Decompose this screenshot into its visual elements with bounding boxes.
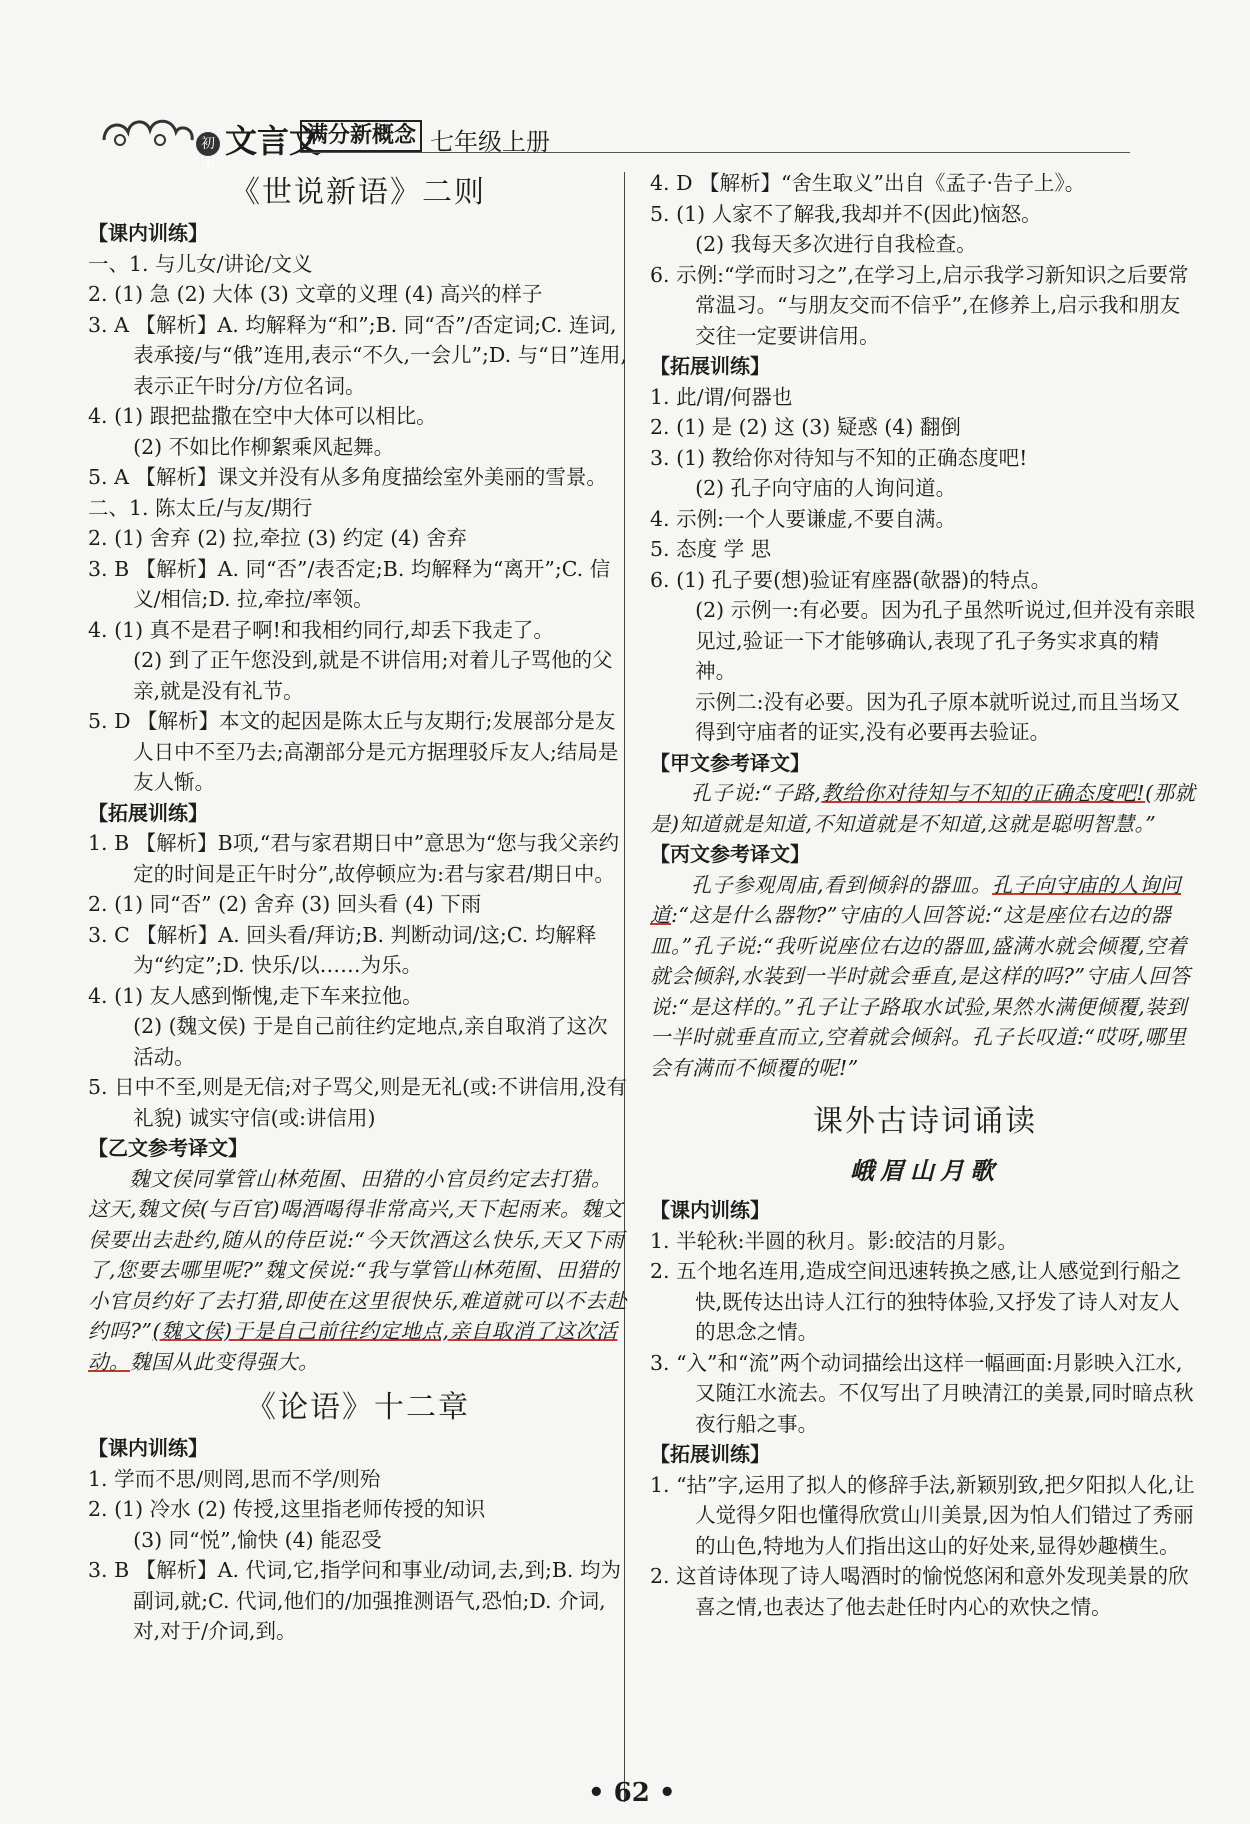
- header-grade: 七年级上册: [430, 128, 550, 156]
- translation-paragraph: [650, 870, 1200, 1084]
- translation-underlined: 孔子向守庙的人询问道: [650, 872, 1182, 927]
- answer-line: (2) (魏文侯) 于是自己前往约定地点,亲自取消了这次活动。: [133, 1014, 608, 1069]
- answer-line: 3. (1) 教给你对待知与不知的正确态度吧!: [650, 445, 1028, 470]
- page-header: [100, 108, 1150, 176]
- answer-line: (2) 不如比作柳絮乘风起舞。: [133, 434, 395, 459]
- section-heading: 【乙文参考译文】: [88, 1136, 248, 1160]
- section-heading: 【拓展训练】: [650, 1442, 770, 1466]
- answer-line: 5. 日中不至,则是无信;对子骂父,则是无礼(或:不讲信用,没有礼貌) 诚实守信(或:讲信用): [88, 1075, 627, 1130]
- answer-line: (2) 我每天多次进行自我检查。: [695, 232, 977, 256]
- translation-underlined: (魏文侯)于是自己前往约定地点,亲自取消了这次活动。: [88, 1319, 618, 1374]
- answer-line: 2. 这首诗体现了诗人喝酒时的愉悦悠闲和意外发现美景的欣喜之情,也表达了他去赴任时内心的欢快之情。: [650, 1564, 1189, 1619]
- answer-line: 4. (1) 友人感到惭愧,走下车来拉他。: [88, 983, 423, 1008]
- section-title: 课外古诗词诵读: [813, 1104, 1037, 1139]
- answer-line: (2) 到了正午您没到,就是不讲信用;对着儿子骂他的父亲,就是没有礼节。: [133, 648, 613, 703]
- answer-line: 6. (1) 孔子要(想)验证宥座器(欹器)的特点。: [650, 567, 1052, 592]
- section-heading: 【课内训练】: [88, 221, 208, 245]
- section-heading: 【甲文参考译文】: [650, 750, 810, 775]
- answer-line: 1. 此/谓/何器也: [650, 384, 793, 409]
- translation-text: :“这是什么器物?”守庙的人回答说:“这是座位右边的器皿。”孔子说:“我听说座位右边的器皿,盛满水就会倾覆,空着就会倾斜,水装到一半时就会垂直,是这样的吗?”守庙人回答说:“是这样的。”孔子让子路取水试验,果然水满便倾覆,装到一半时就垂直而立,空着就会倾斜。孔子长叹道:“哎呀,哪里会有满而不倾覆的呢!”: [650, 903, 1191, 1080]
- answer-line: 3. B 【解析】A. 同“否”/表否定;B. 均解释为“离开”;C. 信义/相信;D. 拉,牵拉/率领。: [88, 556, 611, 611]
- section-heading: 【课内训练】: [650, 1198, 770, 1222]
- section-title: 《世说新语》二则: [230, 175, 486, 210]
- answer-line: 4. (1) 跟把盐撒在空中大体可以相比。: [88, 404, 437, 428]
- answer-line: 3. “入”和“流”两个动词描绘出这样一幅画面:月影映入江水,又随江水流去。不仅写出了月映清江的美景,同时暗点秋夜行船之事。: [650, 1350, 1194, 1436]
- answer-line: 4. 示例:一个人要谦虚,不要自满。: [650, 506, 956, 531]
- answer-line: 1. 半轮秋:半圆的秋月。影:皎洁的月影。: [650, 1228, 1018, 1253]
- answer-line: 5. (1) 人家不了解我,我却并不(因此)恼怒。: [650, 201, 1042, 226]
- answer-line: 2. (1) 急 (2) 大体 (3) 文章的义理 (4) 高兴的样子: [88, 282, 543, 306]
- translation-text: 孔子参观周庙,看到倾斜的器皿。: [691, 872, 993, 897]
- section-title: 《论语》十二章: [246, 1390, 470, 1425]
- answer-line: 2. (1) 同“否” (2) 舍弃 (3) 回头看 (4) 下雨: [88, 892, 482, 916]
- translation-paragraph: [88, 1164, 628, 1378]
- answer-line: 2. (1) 冷水 (2) 传授,这里指老师传授的知识: [88, 1497, 486, 1521]
- answer-line: (3) 同“悦”,愉快 (4) 能忍受: [133, 1527, 382, 1552]
- answer-line: 3. B 【解析】A. 代词,它,指学问和事业/动词,去,到;B. 均为副词,就;C. 代词,他们的/加强推测语气,恐怕;D. 介词,对,对于/介词,到。: [88, 1558, 621, 1643]
- answer-line: 2. (1) 是 (2) 这 (3) 疑惑 (4) 翻倒: [650, 415, 961, 439]
- answer-line: 3. A 【解析】A. 均解释为“和”;B. 同“否”/否定词;C. 连词,表承接/与“俄”连用,表示“不久,一会儿”;D. 与“日”连用,表示正午时分/方位名词。: [88, 312, 628, 398]
- answer-line: 二、1. 陈太丘/与友/期行: [88, 495, 313, 520]
- answer-line: 一、1. 与儿女/讲论/文义: [88, 251, 313, 276]
- page-number: • 62 •: [588, 1778, 676, 1808]
- answer-line: (2) 示例一:有必要。因为孔子虽然听说过,但并没有亲眼见过,验证一下才能够确认,表现了孔子务实求真的精神。: [695, 598, 1196, 683]
- answer-line: 2. (1) 舍弃 (2) 拉,牵拉 (3) 约定 (4) 舍弃: [88, 526, 467, 550]
- section-heading: 【拓展训练】: [650, 354, 770, 378]
- translation-text: 魏文侯同掌管山林苑囿、田猎的小官员约定去打猎。这天,魏文侯(与百官)喝酒喝得非常高兴,天下起雨来。魏文侯要出去赴约,随从的侍臣说:“今天饮酒这么快乐,天又下雨了,您要去哪里呢?”魏文侯说:“我与掌管山林苑囿、田猎的小官员约好了去打猎,即使在这里很快乐,难道就可以不去赴约吗?”: [88, 1166, 628, 1343]
- header-series: 满分新概念: [300, 120, 422, 152]
- section-heading: 【拓展训练】: [88, 800, 208, 825]
- answer-line: 4. D 【解析】“舍生取义”出自《孟子·告子上》。: [650, 171, 1086, 195]
- answer-line: 1. B 【解析】B项,“君与家君期日中”意思为“您与我父亲约定的时间是正午时分”,故停顿应为:君与家君/期日中。: [88, 831, 620, 886]
- header-chuzhong: 初中: [196, 132, 220, 156]
- left-column: [88, 168, 628, 1647]
- answer-line: 5. A 【解析】课文并没有从多角度描绘室外美丽的雪景。: [88, 465, 607, 489]
- answer-line: 2. 五个地名连用,造成空间迅速转换之感,让人感觉到行船之快,既传达出诗人江行的独特体验,又抒发了诗人对友人的思念之情。: [650, 1259, 1182, 1344]
- section-heading: 【丙文参考译文】: [650, 842, 810, 866]
- cloud-ornament-icon: [100, 110, 196, 154]
- right-column: [650, 168, 1200, 1622]
- answer-line: 1. 学而不思/则罔,思而不学/则殆: [88, 1466, 381, 1491]
- translation-text: 魏国从此变得强大。: [130, 1349, 319, 1374]
- translation-text: (那就是)知道就是知道,不知道就是不知道,这就是聪明智慧。”: [650, 781, 1196, 836]
- answer-line: 4. (1) 真不是君子啊!和我相约同行,却丢下我走了。: [88, 617, 554, 642]
- section-heading: 【课内训练】: [88, 1436, 208, 1460]
- answer-line: 示例二:没有必要。因为孔子原本就听说过,而且当场又得到守庙者的证实,没有必要再去验证。: [695, 689, 1181, 744]
- header-brand: 文言文: [225, 122, 322, 160]
- translation-underlined: 教给你对待知与不知的正确态度吧!: [821, 781, 1146, 805]
- answer-line: 6. 示例:“学而时习之”,在学习上,启示我学习新知识之后要常常温习。“与朋友交而不信乎”,在修养上,启示我和朋友交往一定要讲信用。: [650, 262, 1189, 348]
- answer-line: 5. D 【解析】本文的起因是陈太丘与友期行;发展部分是友人日中不至乃去;高潮部分是元方据理驳斥友人;结局是友人惭。: [88, 709, 619, 794]
- answer-line: (2) 孔子向守庙的人询问道。: [695, 476, 957, 500]
- header-rule: [300, 152, 1130, 153]
- answer-line: 3. C 【解析】A. 回头看/拜访;B. 判断动词/这;C. 均解释为“约定”;D. 快乐/以……为乐。: [88, 922, 597, 977]
- poem-title: 峨眉山月歌: [850, 1156, 1000, 1185]
- answer-line: 1. “拈”字,运用了拟人的修辞手法,新颖别致,把夕阳拟人化,让人觉得夕阳也懂得欣赏山川美景,因为怕人们错过了秀丽的山色,特地为人们指出这山的好处来,显得妙趣横生。: [650, 1472, 1195, 1558]
- translation-paragraph: [650, 778, 1200, 839]
- answer-line: 5. 态度 学 思: [650, 537, 772, 561]
- translation-text: 孔子说:“子路,: [691, 781, 822, 805]
